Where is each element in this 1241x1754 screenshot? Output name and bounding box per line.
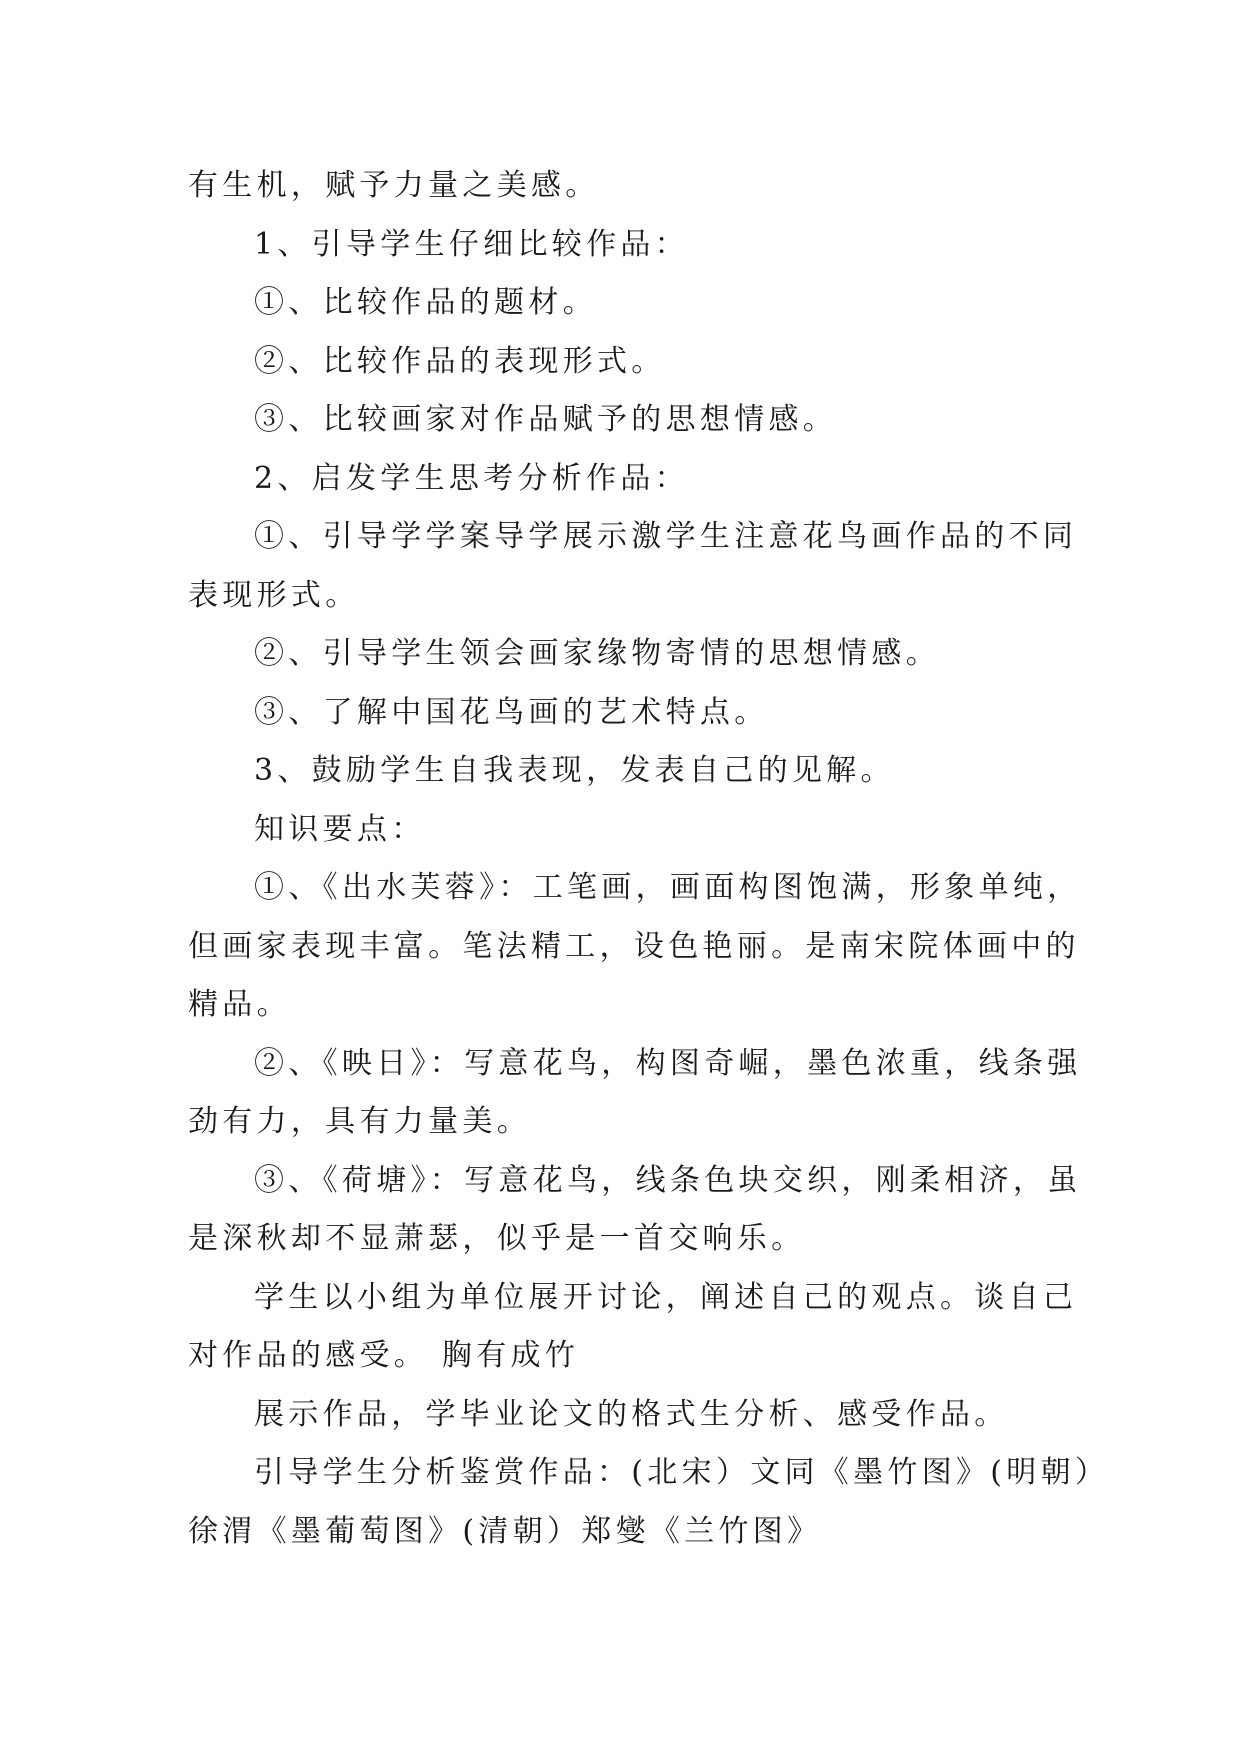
text-line: 劲有力，具有力量美。 (188, 1104, 531, 1139)
document-body (188, 157, 1110, 1561)
text-line: 对作品的感受。 胸有成竹 (188, 1338, 580, 1373)
text-line: 引导学生分析鉴赏作品：(北宋）文同《墨竹图》(明朝） (254, 1455, 1110, 1490)
text-line: ①、引导学学案导学展示激学生注意花鸟画作品的不同 (254, 519, 1078, 554)
text-line: ②、《映日》：写意花鸟，构图奇崛，墨色浓重，线条强 (254, 1045, 1082, 1081)
text-line: 学生以小组为单位展开讨论，阐述自己的观点。谈自己 (254, 1279, 1078, 1315)
text-line: ①、《出水芙蓉》：工笔画，画面构图饱满，形象单纯， (254, 870, 1082, 905)
text-line: 展示作品，学毕业论文的格式生分析、感受作品。 (254, 1396, 1009, 1432)
text-line: 1、引导学生仔细比较作品： (254, 226, 689, 262)
text-line: ①、比较作品的题材。 (254, 285, 597, 320)
text-line: 徐渭《墨葡萄图》(清朝）郑燮《兰竹图》 (188, 1513, 822, 1549)
text-line: 有生机，赋予力量之美感。 (188, 168, 600, 203)
text-line: 但画家表现丰富。笔法精工，设色艳丽。是南宋院体画中的 (188, 928, 1080, 964)
text-line: 2、启发学生思考分析作品： (254, 460, 689, 496)
text-line: ②、引导学生领会画家缘物寄情的思想情感。 (254, 636, 940, 671)
text-line: ③、比较画家对作品赋予的思想情感。 (254, 402, 838, 437)
text-line: ②、比较作品的表现形式。 (254, 343, 666, 379)
text-line: 精品。 (188, 987, 291, 1022)
section-heading: 知识要点： (254, 811, 426, 847)
text-line: 3、鼓励学生自我表现，发表自己的见解。 (254, 753, 895, 788)
text-line: ③、《荷塘》：写意花鸟，线条色块交织，刚柔相济，虽 (254, 1162, 1082, 1198)
text-line: 是深秋却不显萧瑟，似乎是一首交响乐。 (188, 1221, 806, 1256)
text-line: 表现形式。 (188, 577, 360, 613)
text-line: ③、了解中国花鸟画的艺术特点。 (254, 694, 769, 730)
